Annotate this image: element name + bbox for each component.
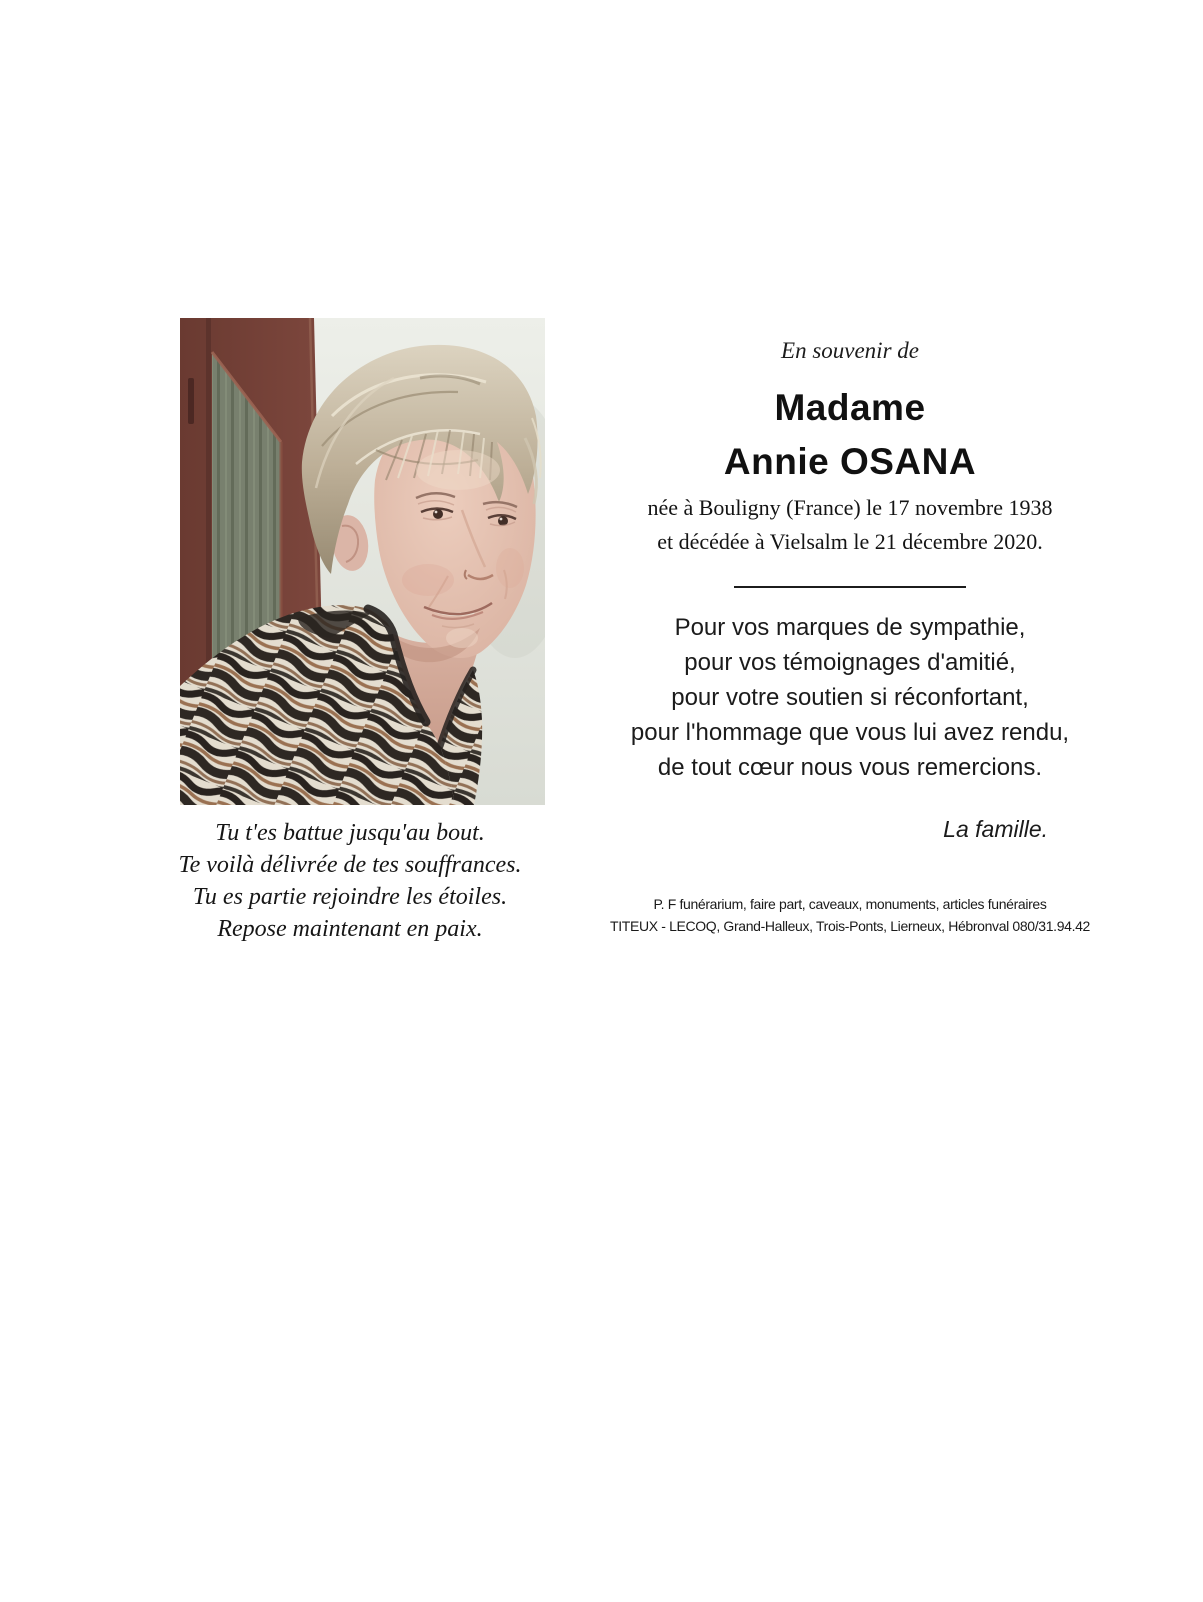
death-line: et décédée à Vielsalm le 21 décembre 2020.: [657, 529, 1043, 554]
poem-line-2: Te voilà délivrée de tes souffrances.: [178, 852, 522, 878]
poem-line-3: Tu es partie rejoindre les étoiles.: [192, 884, 508, 910]
divider-rule: [734, 586, 966, 588]
poem-line-1: Tu t'es battue jusqu'au bout.: [215, 820, 485, 846]
funeral-home-contact: TITEUX - LECOQ, Grand-Halleux, Trois-Ponts, Lierneux, Hébronval 080/31.94.42: [610, 918, 1090, 934]
family-signature: La famille.: [943, 816, 1048, 842]
memorial-poem: [120, 817, 580, 945]
birth-line: née à Bouligny (France) le 17 novembre 1938: [647, 495, 1053, 520]
deceased-title: Madame: [774, 387, 926, 428]
thanks-message: [620, 610, 1080, 785]
thanks-line-3: pour votre soutien si réconfortant,: [671, 684, 1029, 711]
birth-death-lines: [620, 491, 1080, 559]
thanks-line-2: pour vos témoignages d'amitié,: [684, 649, 1016, 676]
funeral-home-services: P. F funérarium, faire part, caveaux, monuments, articles funéraires: [653, 896, 1047, 912]
deceased-name: Annie OSANA: [723, 441, 977, 482]
thanks-line-5: de tout cœur nous vous remercions.: [657, 754, 1043, 781]
thanks-line-4: pour l'hommage que vous lui avez rendu,: [630, 719, 1070, 746]
in-memory-label: En souvenir de: [781, 338, 919, 363]
portrait-photo: [180, 318, 545, 805]
funeral-home-info: [590, 893, 1110, 937]
poem-line-4: Repose maintenant en paix.: [217, 916, 483, 942]
thanks-line-1: Pour vos marques de sympathie,: [674, 614, 1026, 641]
portrait-illustration: [180, 318, 545, 805]
